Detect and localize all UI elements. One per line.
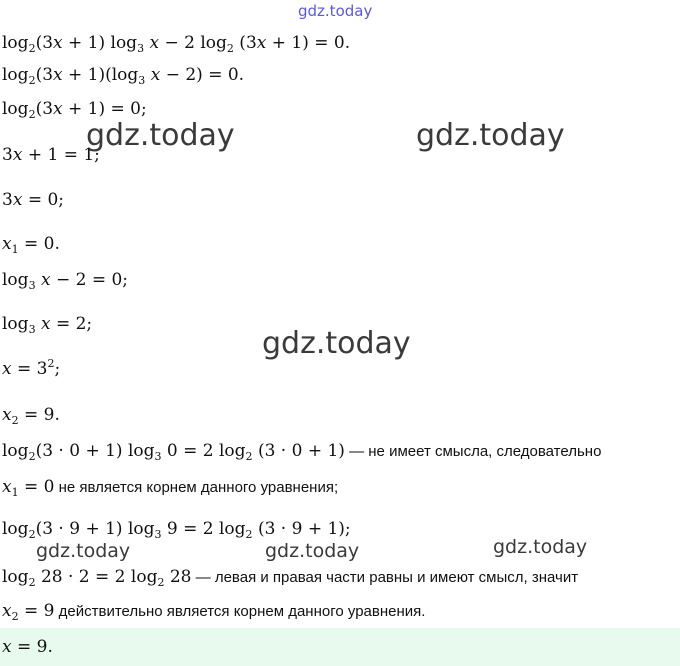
- equation-step: $\log_2(3x + 1)(\log_3$ x − 2) = 0.: [2, 65, 245, 87]
- note-text: — не имеет смысла, следовательно: [344, 443, 602, 460]
- check-line: $\log_2(3 \cdot 9 + 1)$ $\log_3 9 = 2$ $\log_2 (3 \cdot 9 + 1)$;: [2, 519, 351, 541]
- equation-step: $x_1 = 0$.: [2, 234, 60, 256]
- equation-step: $\log_2(3x + 1) = 0$;: [2, 99, 147, 121]
- equation-step: $x_2 = 9$.: [2, 405, 60, 427]
- watermark-top: gdz.today: [298, 2, 373, 20]
- watermark: gdz.today: [262, 326, 411, 361]
- watermark: gdz.today: [265, 540, 360, 562]
- note-text: — левая и правая части равны и имеют смысл, значит: [191, 569, 579, 586]
- equation-step: $\log_3 x - 2 = 0$;: [2, 270, 129, 292]
- watermark: gdz.today: [416, 118, 565, 153]
- equation-step: 3x + 1 = 1;: [2, 145, 100, 165]
- check-line: $x_1 = 0$ не является корнем данного уравнения;: [2, 477, 339, 499]
- equation-step: $\log_3 x = 2$;: [2, 314, 93, 336]
- check-line: $\log_2(3 \cdot 0 + 1)$ $\log_3 0 = 2$ $\log_2 (3 \cdot 0 + 1)$ — не имеет смысла, следовательно: [2, 441, 602, 463]
- equation-step: $\log_2(3x + 1)$ $\log_3 x - 2$ $\log_2 (3x + 1) = 0$.: [2, 33, 351, 55]
- note-text: не является корнем данного уравнения;: [54, 479, 339, 496]
- note-text: действительно является корнем данного уравнения.: [54, 603, 426, 620]
- answer-box: [0, 628, 680, 666]
- watermark: gdz.today: [493, 536, 588, 558]
- check-line: $x_2 = 9$ действительно является корнем данного уравнения.: [2, 601, 426, 623]
- answer-text: x = 9.: [2, 637, 53, 657]
- watermark: gdz.today: [86, 118, 235, 153]
- equation-step: $x = 3^2$;: [2, 357, 61, 379]
- equation-step: 3x = 0;: [2, 190, 65, 210]
- check-line: $\log_2 28 \cdot 2 = 2$ $\log_2 28$ — левая и правая части равны и имеют смысл, значит: [2, 567, 579, 589]
- watermark: gdz.today: [36, 540, 131, 562]
